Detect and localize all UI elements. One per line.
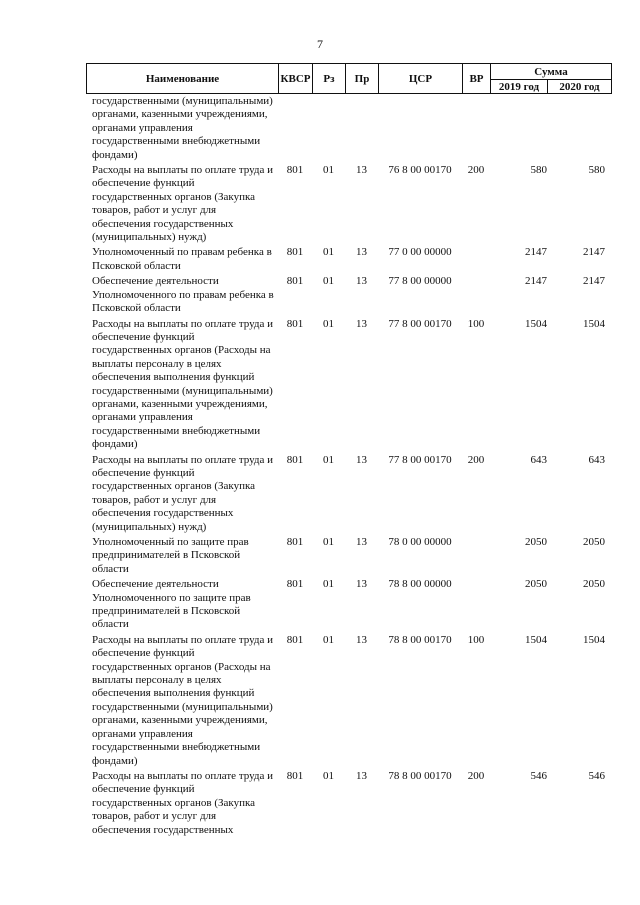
cell-csr: 77 8 00 00170	[388, 453, 452, 466]
cell-kvsr: 801	[286, 246, 304, 259]
cell-s2020: 2147	[583, 275, 605, 288]
cell-vr: 200	[467, 164, 485, 177]
header-name: Наименование	[87, 64, 279, 94]
cell-kvsr: 801	[286, 633, 304, 646]
table-header	[86, 63, 612, 94]
cell-name: государственными (муниципальными) органами, казенными учреждениями, органами управления государственными внебюджетными фондами)	[92, 95, 273, 161]
cell-s2019: 580	[530, 164, 547, 177]
table-row	[86, 246, 611, 273]
page-number: 7	[317, 37, 323, 51]
table-row	[86, 275, 611, 315]
cell-rz: 01	[323, 275, 334, 288]
table-row	[86, 770, 611, 837]
cell-s2020: 1504	[583, 317, 605, 330]
header-rz: Рз	[313, 64, 346, 94]
cell-s2020: 643	[588, 453, 605, 466]
table-row	[86, 634, 611, 768]
cell-name: Обеспечение деятельности Уполномоченного по правам ребенка в Псковской области	[92, 275, 274, 315]
cell-name: Уполномоченный по защите прав предпринимателей в Псковской области	[92, 536, 249, 575]
cell-csr: 77 0 00 00000	[388, 246, 452, 259]
cell-name: Расходы на выплаты по оплате труда и обеспечение функций государственных органов (Закупка товаров, работ и услуг для обеспечения государственных	[92, 769, 274, 836]
cell-name: Уполномоченный по правам ребенка в Псковской области	[92, 246, 272, 272]
cell-s2019: 1504	[525, 317, 547, 330]
cell-name: Расходы на выплаты по оплате труда и обеспечение функций государственных органов (Закупка товаров, работ и услуг для обеспечения государственных (муниципальных) нужд)	[92, 453, 274, 533]
cell-csr: 77 8 00 00170	[388, 317, 452, 330]
cell-name: Расходы на выплаты по оплате труда и обеспечение функций государственных органов (Закупка товаров, работ и услуг для обеспечения государственных (муниципальных) нужд)	[92, 164, 274, 244]
table-row	[86, 536, 611, 576]
cell-s2020: 580	[588, 164, 605, 177]
cell-rz: 01	[323, 536, 334, 548]
cell-csr: 78 8 00 00000	[388, 578, 452, 591]
cell-s2019: 2147	[525, 275, 547, 288]
cell-pr: 13	[356, 578, 367, 591]
cell-csr: 76 8 00 00170	[388, 164, 452, 177]
cell-s2019: 643	[530, 453, 547, 466]
header-sum: Сумма	[491, 64, 612, 80]
cell-csr: 77 8 00 00000	[388, 275, 452, 288]
cell-pr: 13	[356, 246, 367, 259]
cell-kvsr: 801	[286, 769, 304, 782]
cell-csr: 78 0 00 00000	[388, 536, 452, 548]
cell-pr: 13	[356, 633, 367, 646]
cell-s2020: 546	[588, 769, 605, 782]
cell-rz: 01	[323, 633, 334, 646]
cell-pr: 13	[356, 453, 367, 466]
table-row	[86, 578, 611, 632]
cell-csr: 78 8 00 00170	[388, 769, 452, 782]
header-year-2020: 2020 год	[548, 80, 612, 94]
cell-name: Расходы на выплаты по оплате труда и обеспечение функций государственных органов (Расходы на выплаты персоналу в целях обеспечения выполнения функций государственными (муниципальными) органами, казенными учреждениями, органами управления государственными внебюджетными фондами)	[92, 633, 274, 767]
cell-pr: 13	[356, 275, 367, 288]
header-year-2019: 2019 год	[491, 80, 548, 94]
cell-kvsr: 801	[286, 275, 304, 288]
cell-s2020: 2050	[583, 536, 605, 548]
cell-kvsr: 801	[286, 578, 304, 591]
cell-s2019: 1504	[525, 633, 547, 646]
cell-s2020: 1504	[583, 633, 605, 646]
cell-vr: 100	[467, 317, 485, 330]
cell-s2019: 2147	[525, 246, 547, 259]
cell-rz: 01	[323, 578, 334, 591]
cell-name: Обеспечение деятельности Уполномоченного по защите прав предпринимателей в Псковской области	[92, 578, 251, 631]
cell-pr: 13	[356, 164, 367, 177]
table-row	[86, 318, 611, 452]
cell-name: Расходы на выплаты по оплате труда и обеспечение функций государственных органов (Расходы на выплаты персоналу в целях обеспечения выполнения функций государственными (муниципальными) органами, казенными учреждениями, органами управления государственными внебюджетными фондами)	[92, 317, 274, 451]
cell-vr: 200	[467, 453, 485, 466]
cell-rz: 01	[323, 453, 334, 466]
cell-kvsr: 801	[286, 317, 304, 330]
table-row	[86, 95, 611, 162]
header-csr: ЦСР	[379, 64, 463, 94]
cell-s2019: 546	[530, 769, 547, 782]
table-row	[86, 164, 611, 244]
cell-s2020: 2147	[583, 246, 605, 259]
cell-pr: 13	[356, 317, 367, 330]
cell-rz: 01	[323, 246, 334, 259]
table-body	[86, 95, 611, 839]
cell-s2019: 2050	[525, 536, 547, 548]
cell-pr: 13	[356, 769, 367, 782]
cell-kvsr: 801	[286, 453, 304, 466]
table-row	[86, 454, 611, 534]
cell-csr: 78 8 00 00170	[388, 633, 452, 646]
cell-vr: 100	[467, 633, 485, 646]
cell-rz: 01	[323, 164, 334, 177]
cell-kvsr: 801	[286, 536, 304, 548]
cell-vr: 200	[467, 769, 485, 782]
header-vr: ВР	[463, 64, 491, 94]
cell-rz: 01	[323, 769, 334, 782]
header-pr: Пр	[346, 64, 379, 94]
cell-rz: 01	[323, 317, 334, 330]
cell-s2020: 2050	[583, 578, 605, 591]
cell-s2019: 2050	[525, 578, 547, 591]
cell-kvsr: 801	[286, 164, 304, 177]
cell-pr: 13	[356, 536, 367, 548]
header-kvsr: КВСР	[279, 64, 313, 94]
